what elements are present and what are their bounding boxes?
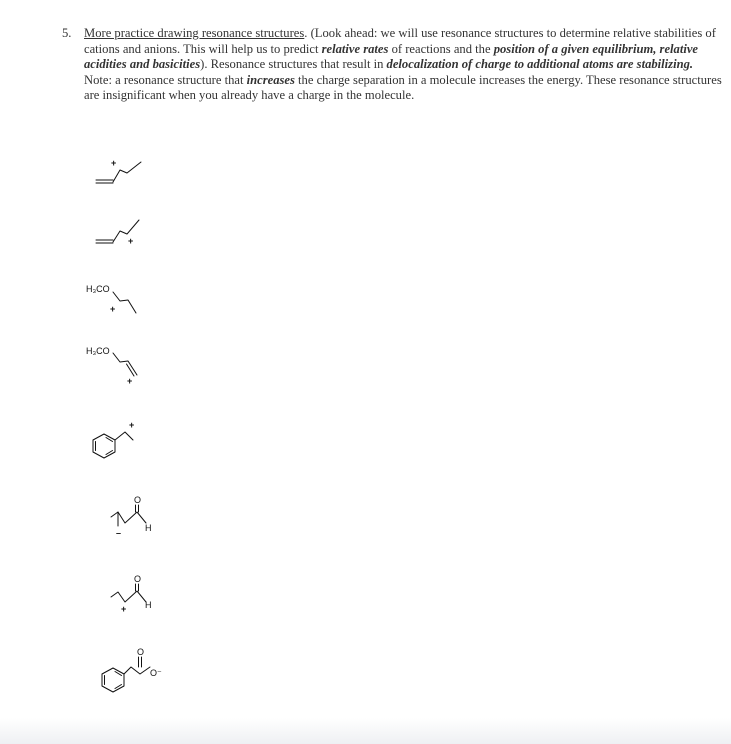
s8-oxygen: O [137, 647, 145, 657]
s8-oxygen-minus: O⁻ [150, 668, 162, 678]
problem-number: 5. [62, 26, 72, 40]
s6-oxygen: O [134, 495, 142, 505]
s7-charge: + [121, 604, 127, 614]
s6-hydrogen: H [145, 523, 152, 533]
page-bottom-edge [0, 718, 731, 744]
s7-oxygen: O [134, 574, 142, 584]
structure-6 [111, 505, 146, 526]
structure-4 [113, 353, 137, 376]
structure-8 [102, 657, 150, 692]
s5-charge: + [129, 420, 135, 430]
problem-text: More practice drawing resonance structures. (Look ahead: we will use resonance structures to determine relative stabilities of cations and anions. This will help us to predict relative rates of reactions and the position of a given equilibrium, relative acidities and basicities). Resonance structures that result in delocalization of charge to additional atoms are stabilizing. Note: a resonance structure that increases the charge separation in a molecule increases the energy. These resonance structures are insignificant when you already have a charge in the molecule. [84, 26, 722, 103]
s6-charge: – [116, 528, 122, 538]
s1-charge: + [111, 158, 117, 168]
s4-methoxy-label: H₃CO [86, 346, 110, 356]
problem-title: More practice drawing resonance structures [84, 26, 305, 40]
s3-charge: + [110, 304, 116, 314]
s2-charge: + [128, 236, 134, 246]
s4-charge: + [127, 376, 133, 386]
structure-5 [93, 432, 133, 458]
structure-7 [111, 584, 146, 602]
structure-1 [96, 162, 141, 183]
structure-3 [113, 292, 136, 313]
s3-methoxy-label: H₃CO [86, 284, 110, 294]
s7-hydrogen: H [145, 600, 152, 610]
